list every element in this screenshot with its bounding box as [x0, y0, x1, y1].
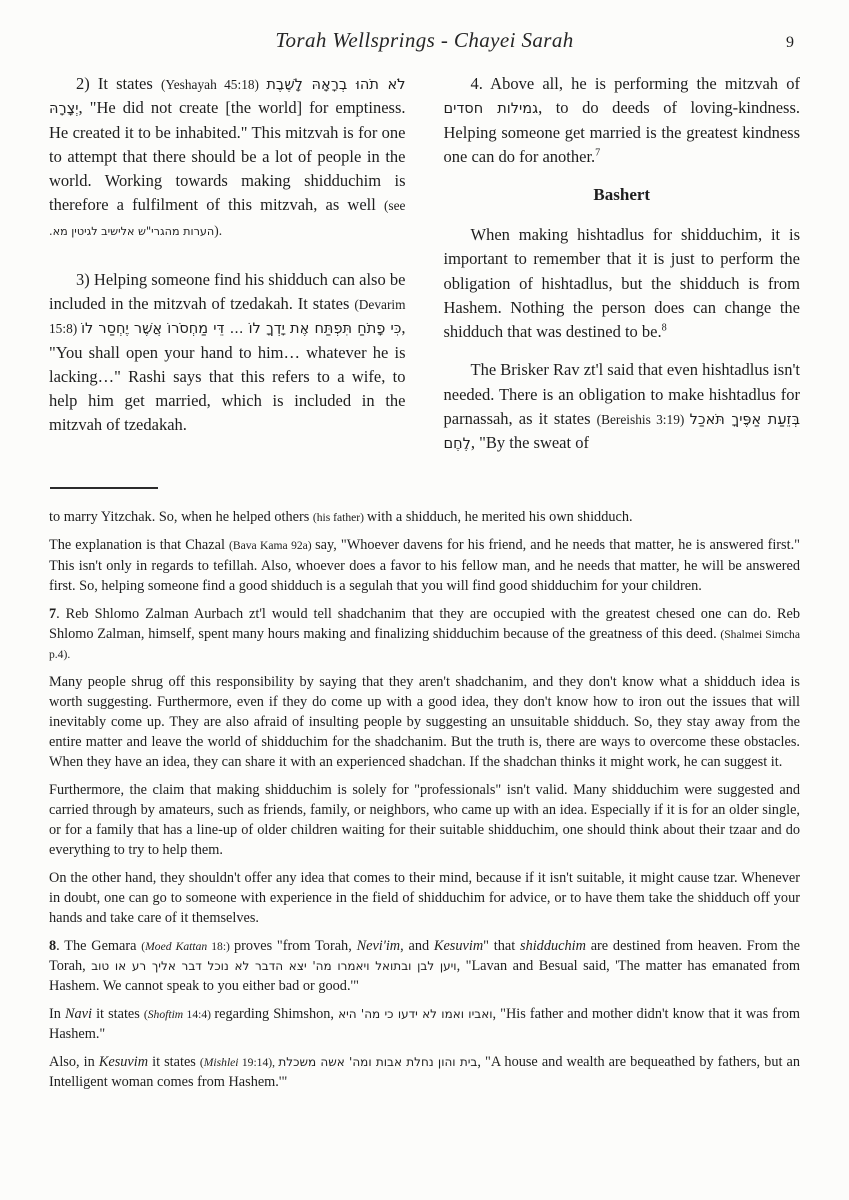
- footnote-paragraph: [49, 1004, 800, 1044]
- text-run: , to do deeds of loving-kindness. Helping someone get married is the greatest kindness one can do for another.: [443, 98, 801, 166]
- text-run-italic: shidduchim: [520, 937, 586, 954]
- text-run: On the other hand, they shouldn't offer any idea that comes to their mind, because if it isn't suitable, it might cause tzar. Whenever in doubt, one can go to someone with experience in the field of shidduchim for advice, or to have them take the shidduch off your hands and take care of it themselves.: [49, 869, 800, 926]
- text-run: When making hishtadlus for shidduchim, it is important to remember that it is just to perform the obligation of hishtadlus, but the shidduch is from Hashem. Nothing the person does can change the shidduch that was destined to be.: [443, 225, 800, 342]
- text-run: . Reb Shlomo Zalman Aurbach zt'l would tell shadchanim that they are occupied with the greatest chesed one can do. Reb Shlomo Zalman, himself, spent many hours making and finalizing shidduchim because of the greatness of this deed.: [49, 605, 800, 642]
- footnote-paragraph: [49, 672, 800, 772]
- footnote-paragraph: [49, 535, 800, 595]
- body-paragraph: [444, 72, 801, 169]
- text-run-italic: Navi: [64, 1005, 92, 1022]
- footnote-paragraph: [49, 1052, 800, 1092]
- footnote-paragraph: [49, 780, 800, 860]
- body-paragraph: [444, 223, 801, 344]
- body-paragraph: [444, 358, 801, 455]
- text-run: The Brisker Rav zt'l said that even hishtadlus isn't needed. There is an obligation to make hishtadlus for parnassah, as it states: [443, 360, 800, 428]
- body-paragraph: [49, 268, 406, 438]
- hebrew-quote: גמילות חסדים: [443, 101, 539, 118]
- hebrew-quote: בְּזֵעַת אַפֶּיךָ תֹּאכַל לֶחֶם: [443, 411, 800, 453]
- text-run: with a shidduch, he merited his own shidduch.: [366, 509, 633, 526]
- text-run-italic: Kesuvim: [98, 1053, 149, 1070]
- reference-label: (see: [383, 198, 406, 214]
- text-run: " that: [483, 937, 520, 954]
- text-run: proves "from Torah,: [234, 937, 357, 954]
- text-run: The explanation is that Chazal: [49, 537, 229, 554]
- main-text-columns: [49, 72, 800, 469]
- reference-label-italic: Moed Kattan: [145, 939, 208, 953]
- page-header: [49, 26, 800, 62]
- text-run: are destined from heaven. From the Torah,: [49, 937, 800, 974]
- reference-label: ).: [214, 222, 223, 238]
- reference-label: 18:): [207, 939, 235, 953]
- footnote-paragraph: [49, 604, 800, 664]
- footnote-number: 7: [49, 605, 57, 622]
- reference-label: (: [199, 1055, 204, 1069]
- page-number: 9: [786, 34, 794, 51]
- footnote-number: 8: [49, 937, 57, 954]
- text-run: , "His father and mother didn't know that it was from Hashem.": [49, 1005, 801, 1042]
- text-run: to marry Yitzchak. So, when he helped others: [49, 509, 313, 526]
- reference-label: (his father): [312, 511, 367, 525]
- hebrew-quote: ויען לבן ובתואל ויאמרו מה' יצא הדבר לא נוכל דבר אליך רע או טוב: [91, 958, 457, 973]
- left-column: [49, 72, 406, 469]
- text-run: , "A house and wealth are bequeathed by fathers, but an Intelligent woman comes from Hashem.'": [49, 1053, 800, 1090]
- hebrew-quote: כִּי פָתֹחַ תִּפְתַּח אֶת יָדְךָ לוֹ ... דֵּי מַחְסֹרוֹ אֲשֶׁר יֶחְסַר לוֹ: [81, 321, 402, 338]
- footnote-paragraph: [49, 936, 800, 996]
- footnote-paragraph: [49, 507, 800, 527]
- reference-label: (Bava Kama 92a): [229, 539, 316, 553]
- text-run: 2) It states: [76, 74, 161, 93]
- text-run: 3) Helping someone find his shidduch can also be included in the mitzvah of tzedakah. It states: [49, 269, 406, 314]
- reference-label: 19:14),: [238, 1055, 279, 1069]
- text-run: In: [49, 1005, 65, 1022]
- text-run: , "You shall open your hand to him… whatever he is lacking…" Rashi says that this refers to a wife, to help him get married, which is included in the mitzvah of tzedakah.: [49, 318, 406, 435]
- reference-label: (Shalmei Simcha p.4).: [49, 627, 800, 661]
- reference-label: (: [141, 939, 146, 953]
- text-run: Furthermore, the claim that making shidduchim is solely for "professionals" isn't valid. Many shidduchim were suggested and carried through by amateurs, such as friends, family, or neighbors, who came up with an idea. Especially if it is for an older single, or for a family that has a line-up of older children waiting for their suitable shidduchim, one should think about their tzaar and do everything to try to help them.: [49, 781, 800, 858]
- page-header-title: Torah Wellsprings - Chayei Sarah: [275, 28, 574, 52]
- section-heading: Bashert: [593, 185, 651, 205]
- hebrew-reference: הערות מהגרי"ש אלישיב לגיטין מא.: [49, 224, 215, 238]
- footnote-ref-superscript: 8: [661, 322, 667, 334]
- text-run: say, "Whoever davens for his friend, and he needs that matter, he is answered first." This isn't only in regards to tefillah. Also, whoever does a favor to his fellow man, and he needs that matter, he will be answered first. So, helping someone find a good shidduch is a segulah that you will find good shidduchim for your children.: [49, 537, 801, 594]
- hebrew-quote: ואביו ואמו לא ידעו כי מה' היא: [338, 1006, 493, 1021]
- reference-label: (Bereishis 3:19): [596, 411, 690, 427]
- footnote-ref-superscript: 7: [595, 147, 601, 159]
- footnotes-section: [49, 507, 800, 1091]
- text-run-italic: Kesuvim: [433, 937, 484, 954]
- text-run: , "Lavan and Besual said, 'The matter has emanated from Hashem. We cannot speak to you either bad or good.'": [49, 957, 800, 994]
- text-run: it states: [148, 1053, 200, 1070]
- footnote-paragraph: [49, 868, 800, 928]
- reference-label-italic: Shoftim: [147, 1007, 184, 1021]
- reference-label: (: [143, 1007, 148, 1021]
- text-run: , "By the sweat of: [470, 433, 589, 453]
- right-column: [444, 72, 801, 469]
- footnote-separator: [50, 487, 158, 489]
- hebrew-quote: לֹא תֹהוּ בְרָאָהּ לָשֶׁבֶת יְצָרָהּ: [49, 77, 406, 118]
- body-paragraph: [49, 72, 406, 242]
- text-run-italic: Nevi'im: [356, 937, 401, 954]
- hebrew-quote: בית והון נחלת אבות ומה' אשה משכלת: [278, 1054, 478, 1069]
- text-run: 4. Above all, he is performing the mitzvah of: [470, 74, 800, 93]
- text-run: regarding Shimshon,: [214, 1005, 339, 1022]
- text-run: , and: [400, 937, 434, 954]
- text-run: Also, in: [49, 1053, 99, 1070]
- reference-label: 14:4): [183, 1007, 215, 1021]
- reference-label: (Yeshayah 45:18): [160, 77, 267, 92]
- reference-label-italic: Mishlei: [203, 1055, 239, 1069]
- text-run: it states: [92, 1005, 144, 1022]
- text-run: , "He did not create [the world] for emptiness. He created it to be inhabited." This mitzvah is for one to attempt that there should be a lot of people in the world. Working towards making shidduchim is therefore a fulfilment of this mitzvah, as well: [49, 98, 406, 215]
- reference-label: (Devarim 15:8): [49, 297, 406, 337]
- text-run: . The Gemara: [56, 937, 142, 954]
- text-run: Many people shrug off this responsibility by saying that they aren't shadchanim, and they don't know what a shidduch idea is worth suggesting. Furthermore, even if they do come up with a good idea, they don't know how to iron out the issues that will inevitably come up. They are also afraid of insulting people by suggesting an unsuitable shidduch. So, they stay away from the entire matter and leave the world of shidduchim for the shadchanim. But the truth is, there are ways to overcome these obstacles. When they have an idea, they can share it with an experienced shadchan. If the shadchan thinks it might work, he can suggest it.: [49, 673, 800, 770]
